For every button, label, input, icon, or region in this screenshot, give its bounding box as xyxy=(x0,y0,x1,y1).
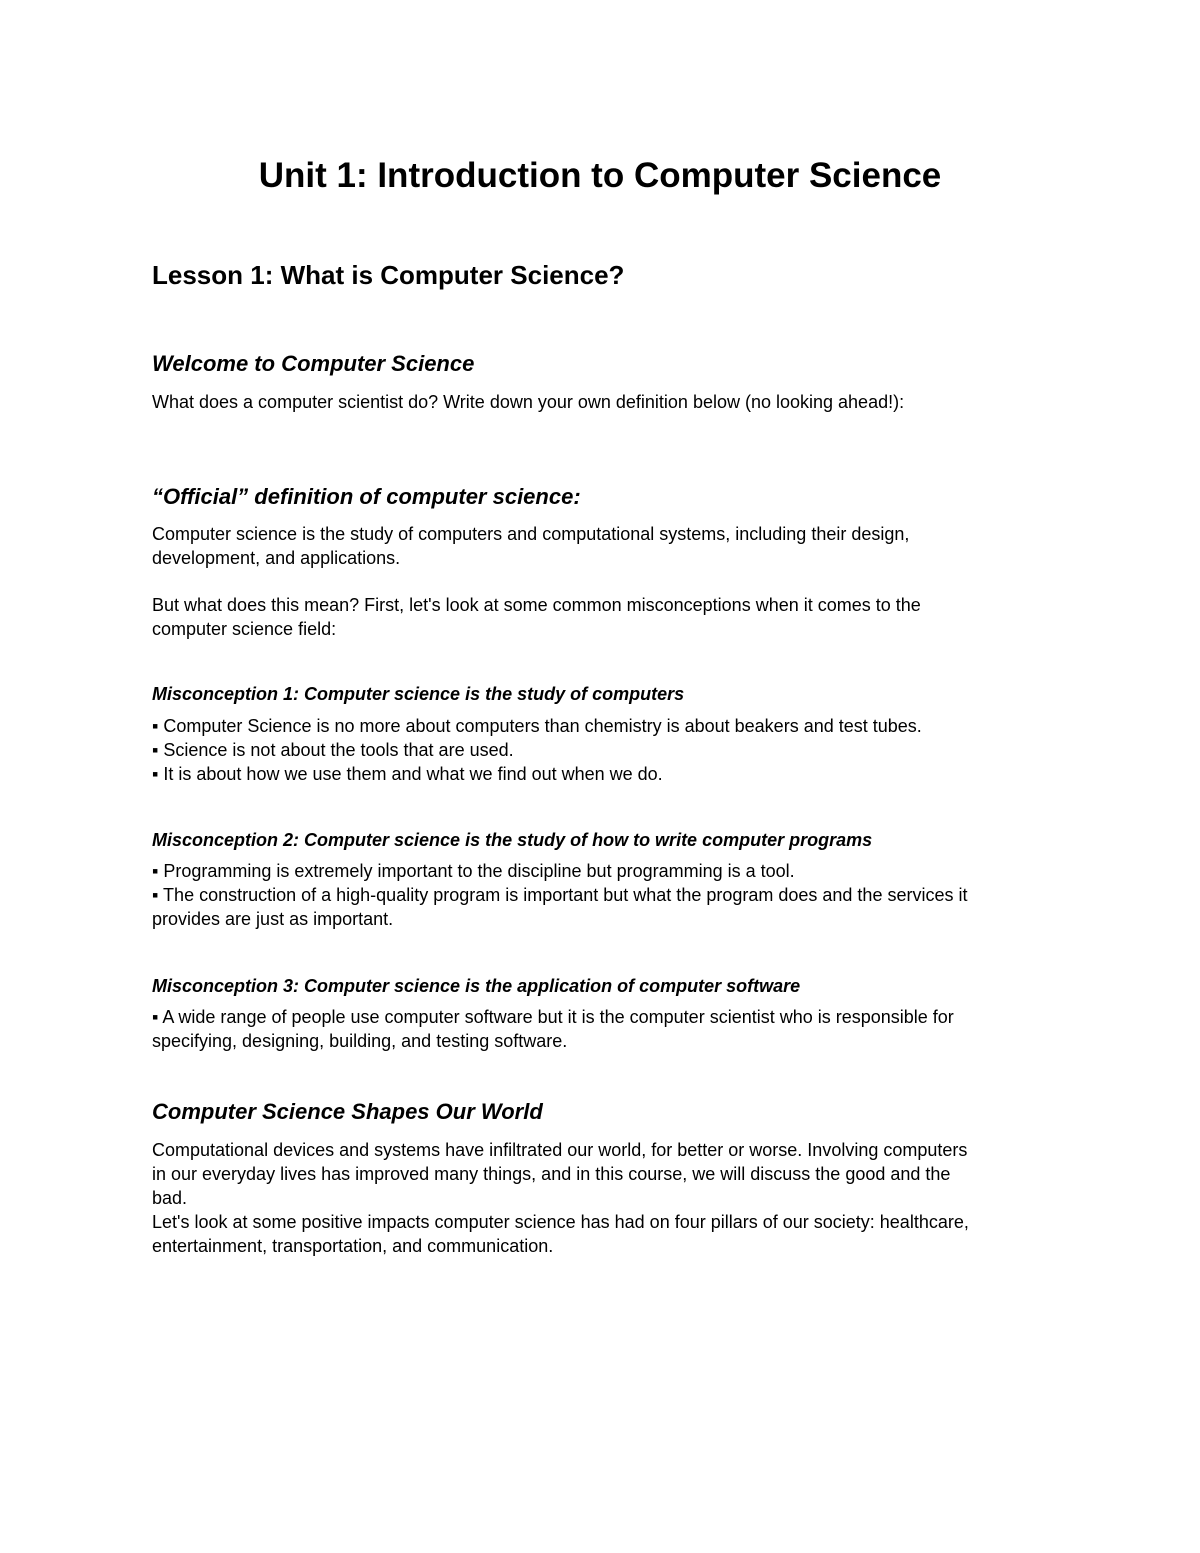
bullet-item: ▪ Science is not about the tools that are used. xyxy=(152,740,514,760)
unit-title: Unit 1: Introduction to Computer Science xyxy=(258,156,942,195)
misconception-1-list xyxy=(152,714,922,786)
misconceptions-intro-paragraph xyxy=(152,593,921,641)
misconception-3-list xyxy=(152,1005,954,1053)
welcome-prompt: What does a computer scientist do? Write down your own definition below (no looking ahead!): xyxy=(152,392,905,412)
bullet-item-continuation: provides are just as important. xyxy=(152,909,394,929)
bullet-item: ▪ Programming is extremely important to the discipline but programming is a tool. xyxy=(152,861,795,881)
lesson-title: Lesson 1: What is Computer Science? xyxy=(152,260,625,290)
welcome-heading: Welcome to Computer Science xyxy=(152,351,475,376)
misconception-3-heading: Misconception 3: Computer science is the application of computer software xyxy=(152,976,801,996)
bullet-item-continuation: specifying, designing, building, and testing software. xyxy=(152,1031,568,1051)
paragraph-line: bad. xyxy=(152,1188,188,1208)
paragraph-line: Computational devices and systems have infiltrated our world, for better or worse. Involving computers xyxy=(152,1140,968,1160)
official-definition-paragraph xyxy=(152,522,909,570)
bullet-item: ▪ The construction of a high-quality program is important but what the program does and the services it xyxy=(152,885,968,905)
paragraph-line: development, and applications. xyxy=(152,548,401,568)
misconception-2-list xyxy=(152,859,967,931)
official-definition-heading: “Official” definition of computer science: xyxy=(152,484,581,509)
paragraph-line: Let's look at some positive impacts computer science has had on four pillars of our society: healthcare, xyxy=(152,1212,969,1232)
shapes-our-world-heading: Computer Science Shapes Our World xyxy=(152,1099,543,1124)
paragraph-line: computer science field: xyxy=(152,619,337,639)
paragraph-line: in our everyday lives has improved many things, and in this course, we will discuss the good and the xyxy=(152,1164,951,1184)
paragraph-line: entertainment, transportation, and communication. xyxy=(152,1236,554,1256)
bullet-item: ▪ It is about how we use them and what we find out when we do. xyxy=(152,764,663,784)
misconception-1-heading: Misconception 1: Computer science is the study of computers xyxy=(152,684,685,704)
paragraph-line: But what does this mean? First, let's look at some common misconceptions when it comes to the xyxy=(152,595,921,615)
shapes-our-world-paragraph xyxy=(152,1138,969,1258)
paragraph-line: Computer science is the study of computers and computational systems, including their design, xyxy=(152,524,910,544)
bullet-item: ▪ A wide range of people use computer software but it is the computer scientist who is responsible for xyxy=(152,1007,954,1027)
misconception-2-heading: Misconception 2: Computer science is the study of how to write computer programs xyxy=(152,830,873,850)
bullet-item: ▪ Computer Science is no more about computers than chemistry is about beakers and test tubes. xyxy=(152,716,922,736)
